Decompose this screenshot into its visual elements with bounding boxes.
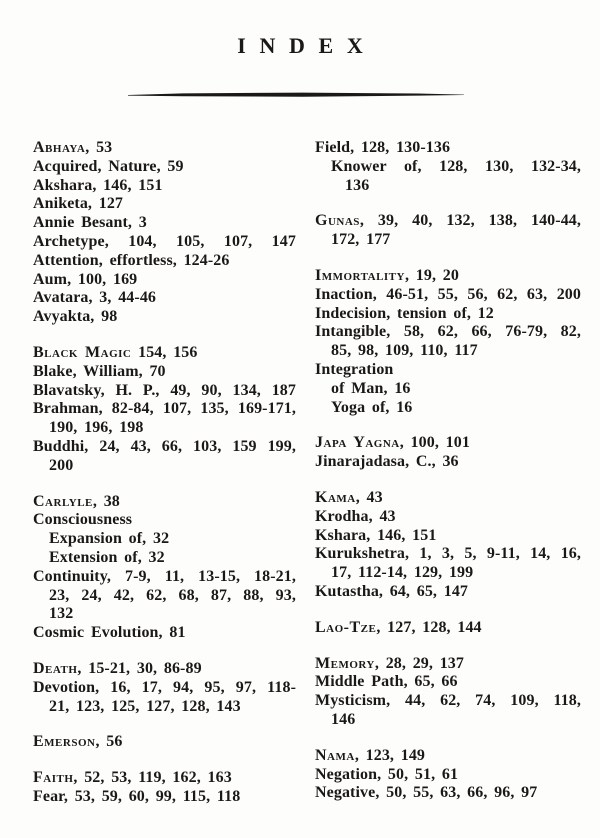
index-entry-line: Avatara, 3, 44-46 [33, 289, 157, 307]
index-entry-line: Aum, 100, 169 [33, 270, 138, 288]
headword-smallcaps: Abhaya [33, 139, 86, 156]
index-group [315, 212, 581, 250]
index-group [315, 434, 581, 472]
index-entry-line: Kama, 43 [315, 488, 383, 506]
index-entry-line: 172, 177 [331, 231, 391, 249]
headword-smallcaps: Black Magic [33, 343, 132, 361]
index-entry-line: Mysticism, 44, 62, 74, 109, 118, [315, 692, 581, 710]
index-entry-line: Krodha, 43 [315, 507, 396, 525]
index-entry-line: Nama, 123, 149 [315, 746, 426, 764]
index-entry-line: Continuity, 7-9, 11, 13-15, 18-21, [33, 567, 296, 585]
index-entry-line: 136 [345, 176, 370, 194]
index-entry-line: Blavatsky, H. P., 49, 90, 134, 187 [33, 381, 296, 399]
index-entry-line: 85, 98, 109, 110, 117 [331, 342, 478, 360]
index-entry-line: Blake, William, 70 [33, 362, 166, 380]
index-entry-line: Immortality, 19, 20 [315, 266, 459, 284]
index-group [315, 619, 581, 638]
index-group [315, 267, 581, 417]
headword-smallcaps: Emerson [33, 733, 96, 751]
index-entry-line: Negation, 50, 51, 61 [315, 765, 459, 783]
page-title: INDEX [237, 33, 377, 58]
index-entry-line: Field, 128, 130-136 [315, 139, 451, 156]
index-entry-line: of Man, 16 [331, 379, 411, 397]
index-entry-line: Abhaya, 53 [33, 139, 113, 156]
index-entry-line: 190, 196, 198 [49, 419, 144, 437]
index-entry-line: Knower of, 128, 130, 132-34, [331, 157, 581, 175]
index-entry-line: Emerson, 56 [33, 733, 123, 751]
column-right [315, 139, 581, 807]
index-entry-line: 200 [49, 456, 74, 474]
index-entry-line: Carlyle, 38 [33, 492, 120, 510]
index-entry-line: Japa Yagna, 100, 101 [315, 434, 470, 452]
index-group [33, 139, 296, 327]
index-entry-line: Middle Path, 65, 66 [315, 673, 458, 691]
index-entry-line: Integration [315, 360, 394, 378]
index-group [33, 733, 296, 752]
index-entry-line: 146 [331, 710, 356, 728]
index-entry-line: Kutastha, 64, 65, 147 [315, 582, 469, 600]
index-entry-line: Memory, 28, 29, 137 [315, 654, 464, 672]
index-entry-line: Lao-Tze, 127, 128, 144 [315, 618, 482, 636]
index-entry-line: Faith, 52, 53, 119, 162, 163 [33, 769, 232, 787]
index-entry-line: Cosmic Evolution, 81 [33, 624, 186, 642]
headword-smallcaps: Gunas [315, 212, 360, 230]
index-entry-line: Black Magic 154, 156 [33, 343, 198, 361]
index-entry-line: Yoga of, 16 [331, 398, 413, 416]
headword-smallcaps: Carlyle [33, 492, 93, 510]
headword-smallcaps: Faith [33, 769, 74, 787]
index-entry-line: Extension of, 32 [49, 548, 165, 566]
index-entry-line: Kshara, 146, 151 [315, 526, 437, 544]
index-group [33, 493, 296, 643]
index-entry-line: 23, 24, 42, 62, 68, 87, 88, 93, [49, 586, 296, 604]
index-entry-line: Negative, 50, 55, 63, 66, 96, 97 [315, 784, 538, 802]
divider-rule [128, 85, 464, 91]
index-group [315, 655, 581, 730]
index-group [33, 344, 296, 476]
index-entry-line: Aniketa, 127 [33, 195, 124, 213]
index-entry-line: Gunas, 39, 40, 132, 138, 140-44, [315, 212, 581, 230]
index-entry-line: Avyakta, 98 [33, 308, 118, 326]
index-entry-line: Akshara, 146, 151 [33, 176, 163, 194]
index-entry-line: Indecision, tension of, 12 [315, 304, 494, 322]
index-entry-line: Archetype, 104, 105, 107, 147 [33, 232, 296, 250]
index-entry-line: Annie Besant, 3 [33, 214, 147, 232]
index-entry-line: 17, 112-14, 129, 199 [331, 564, 474, 582]
index-entry-line: Acquired, Nature, 59 [33, 157, 184, 175]
index-group [315, 139, 581, 195]
headword-smallcaps: Japa Yagna [315, 434, 400, 452]
index-entry-line: Inaction, 46-51, 55, 56, 62, 63, 200 [315, 285, 581, 303]
index-entry-line: Expansion of, 32 [49, 530, 170, 548]
index-group [315, 489, 581, 602]
index-entry-line: 21, 123, 125, 127, 128, 143 [49, 697, 241, 715]
headword-smallcaps: Death [33, 659, 78, 677]
index-group [33, 769, 296, 807]
headword-smallcaps: Memory [315, 654, 375, 672]
index-entry-line: Consciousness [33, 511, 133, 529]
column-left [33, 139, 296, 807]
headword-smallcaps: Nama [315, 746, 355, 764]
index-entry-line: Buddhi, 24, 43, 66, 103, 159 199, [33, 437, 296, 455]
index-entry-line: Devotion, 16, 17, 94, 95, 97, 118- [33, 678, 296, 696]
headword-smallcaps: Lao-Tze [315, 618, 377, 636]
index-group [315, 747, 581, 803]
index-entry-line: Attention, effortless, 124-26 [33, 251, 230, 269]
index-entry-line: Fear, 53, 59, 60, 99, 115, 118 [33, 787, 241, 805]
tapered-rule-icon [128, 92, 464, 98]
index-entry-line: Brahman, 82-84, 107, 135, 169-171, [33, 400, 296, 418]
index-entry-line: 132 [49, 605, 74, 623]
index-entry-line: Death, 15-21, 30, 86-89 [33, 659, 202, 677]
headword-smallcaps: Kama [315, 488, 356, 506]
index-columns [33, 139, 581, 807]
index-entry-line: Intangible, 58, 62, 66, 76-79, 82, [315, 323, 581, 341]
index-entry-line: Jinarajadasa, C., 36 [315, 453, 459, 471]
index-group [33, 660, 296, 716]
headword-smallcaps: Immortality [315, 266, 405, 284]
index-entry-line: Kurukshetra, 1, 3, 5, 9-11, 14, 16, [315, 545, 581, 563]
